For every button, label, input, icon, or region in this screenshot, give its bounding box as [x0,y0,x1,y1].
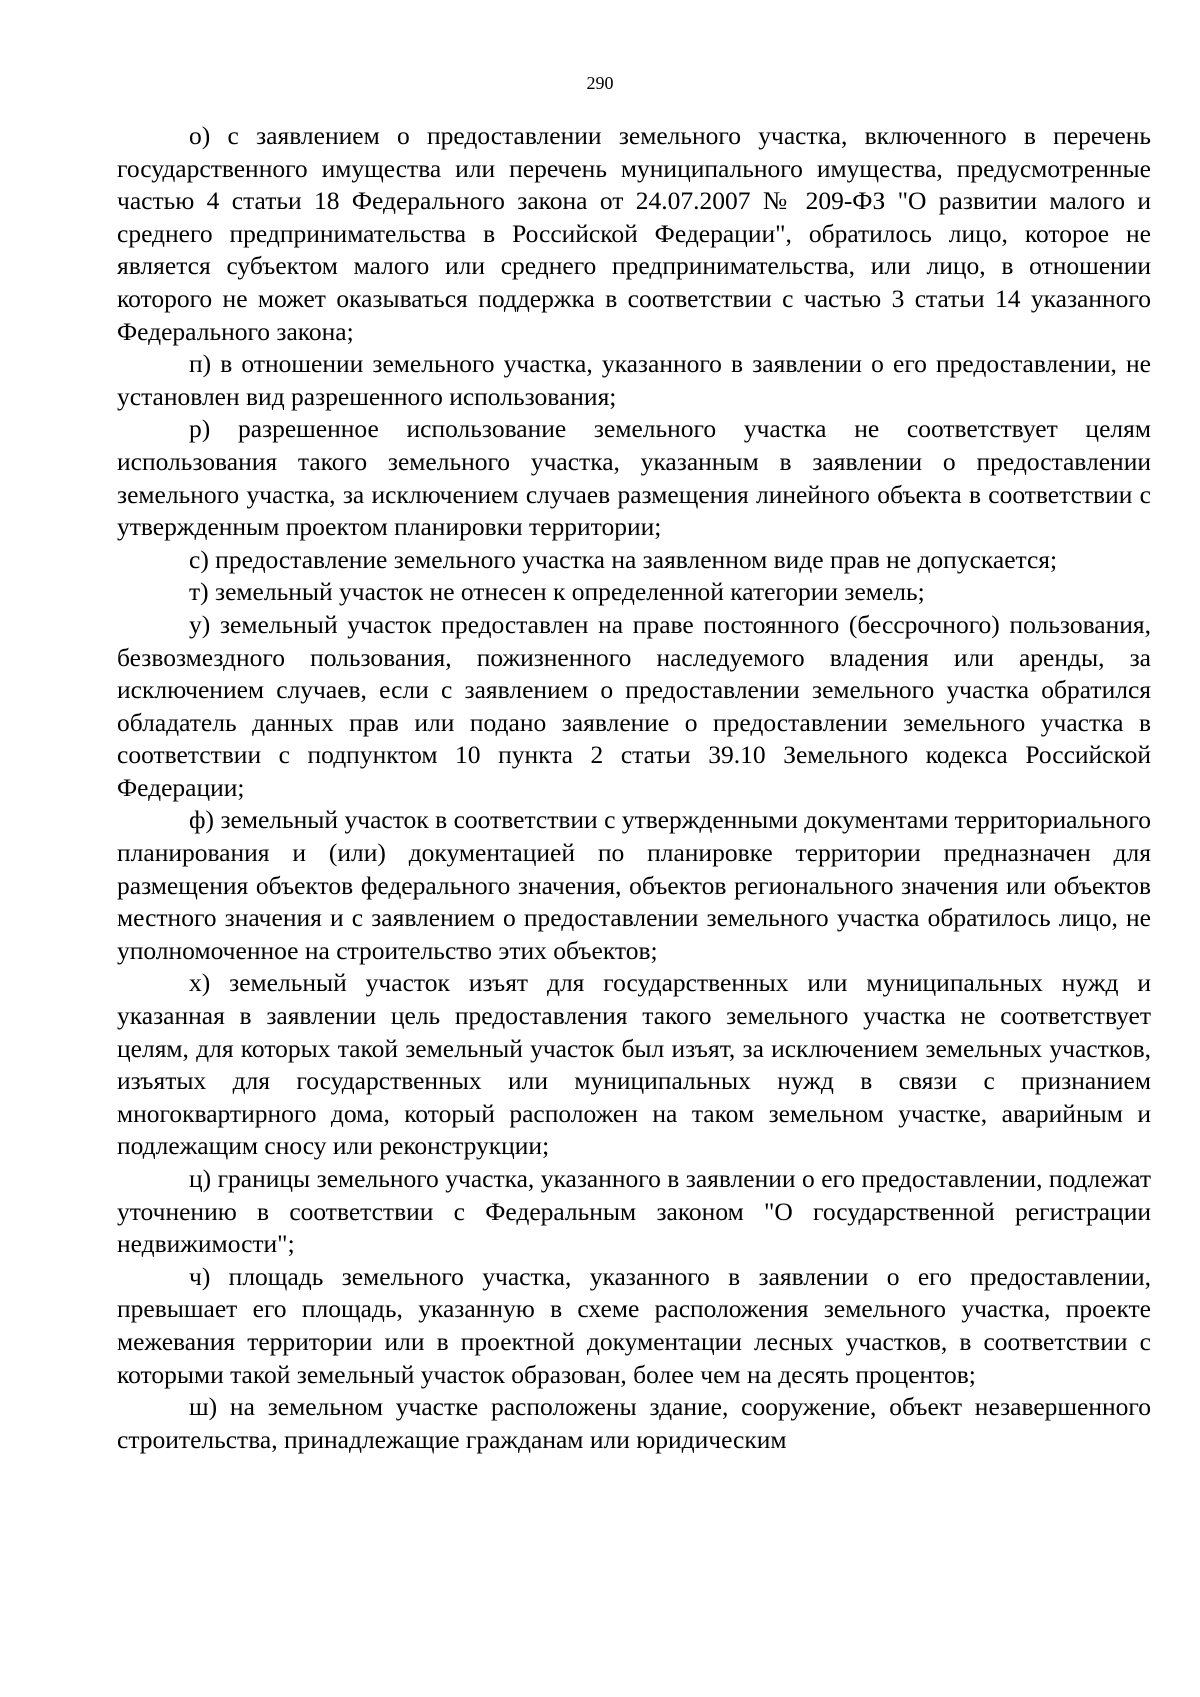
paragraph-s: с) предоставление земельного участка на заявленном виде прав не допускается; [189,544,1058,574]
paragraph-t: т) земельный участок не отнесен к определенной категории земель; [189,577,925,607]
paragraph-o: о) с заявлением о предоставлении земельного участка, включенного в перечень государственного имущества или перечень муниципального имущества, предусмотренные частью 4 статьи 18 Федерального закона от 24.07.2007 № 209-ФЗ "О развитии малого и среднего предпринимательства в Российской Федерации", обратилось лицо, которое не является субъектом малого или среднего предпринимательства, или лицо, в отношении которого не может оказываться поддержка в соответствии с частью 3 статьи 14 указанного Федерального закона; [117,121,1151,346]
paragraph-ch: ч) площадь земельного участка, указанного в заявлении о его предоставлении, превышает его площадь, указанную в схеме расположения земельного участка, проекте межевания территории или в проектной документации лесных участков, в соответствии с которыми такой земельный участок образован, более чем на десять процентов; [117,1261,1151,1389]
paragraph-kh: х) земельный участок изъят для государственных или муниципальных нужд и указанная в заявлении цель предоставления такого земельного участка не соответствует целям, для которых такой земельный участок был изъят, за исключением земельных участков, изъятых для государственных или муниципальных нужд в связи с признанием многоквартирного дома, который расположен на таком земельном участке, аварийным и подлежащим сносу или реконструкции; [117,968,1151,1161]
paragraph-f: ф) земельный участок в соответствии с утвержденными документами территориального планирования и (или) документацией по планировке территории предназначен для размещения объектов федерального значения, объектов регионального значения или объектов местного значения и с заявлением о предоставлении земельного участка обратилось лицо, не уполномоченное на строительство этих объектов; [117,805,1151,965]
paragraph-p: п) в отношении земельного участка, указанного в заявлении о его предоставлении, не установлен вид разрешенного использования; [117,349,1151,411]
paragraph-sh: ш) на земельном участке расположены здание, сооружение, объект незавершенного строительства, принадлежащие гражданам или юридическим [117,1392,1151,1454]
document-body [117,120,1151,1456]
paragraph-ts: ц) границы земельного участка, указанного в заявлении о его предоставлении, подлежат уточнению в соответствии с Федеральным законом "О государственной регистрации недвижимости"; [117,1164,1151,1259]
paragraph-r: р) разрешенное использование земельного участка не соответствует целям использования такого земельного участка, указанным в заявлении о предоставлении земельного участка, за исключением случаев размещения линейного объекта в соответствии с утвержденным проектом планировки территории; [117,414,1151,542]
paragraph-u: у) земельный участок предоставлен на праве постоянного (бессрочного) пользования, безвозмездного пользования, пожизненного наследуемого владения или аренды, за исключением случаев, если с заявлением о предоставлении земельного участка обратился обладатель данных прав или подано заявление о предоставлении земельного участка в соответствии с подпунктом 10 пункта 2 статьи 39.10 Земельного кодекса Российской Федерации; [117,609,1151,802]
page-number: 290 [586,73,614,93]
